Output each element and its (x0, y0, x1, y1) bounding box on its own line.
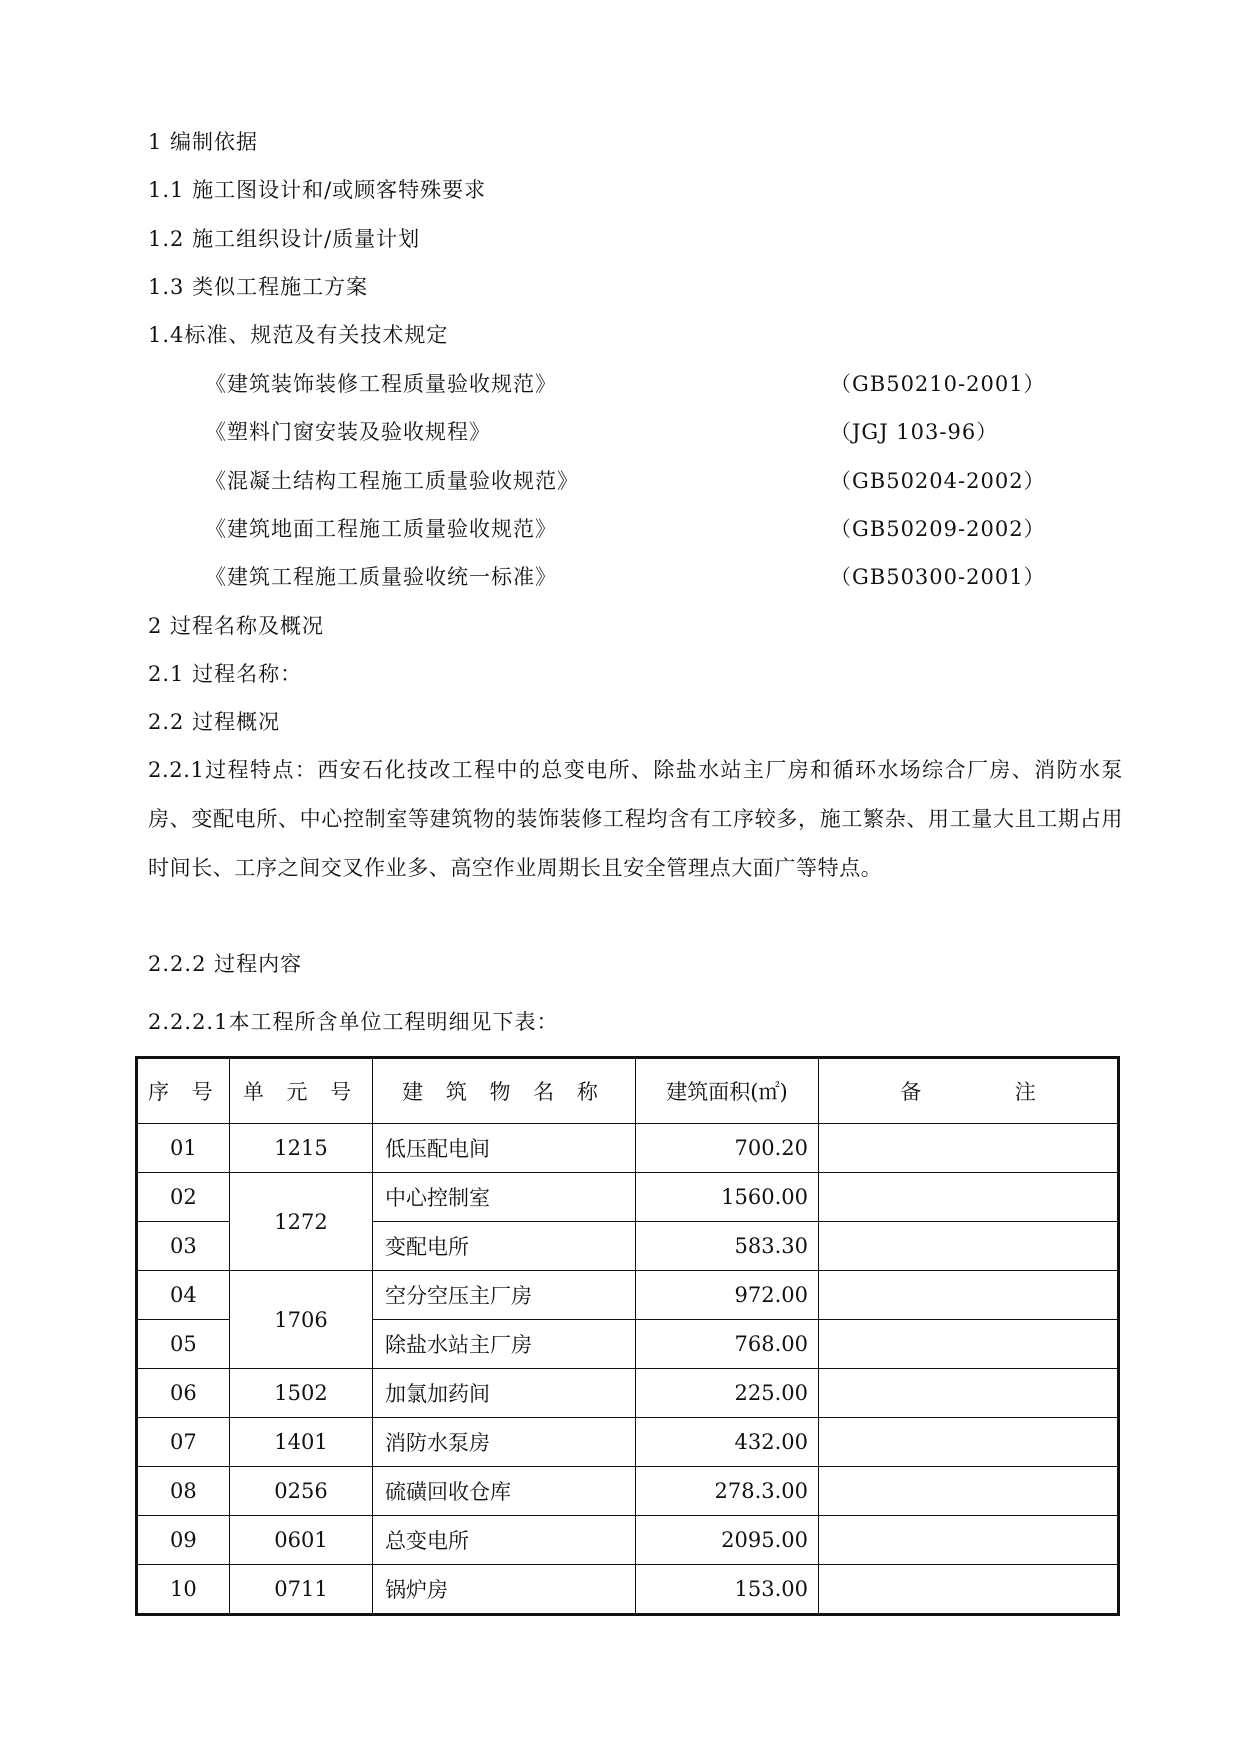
cell-note (819, 1418, 1119, 1467)
cell-name: 加氯加药间 (373, 1369, 636, 1418)
cell-unit: 1272 (230, 1173, 373, 1271)
paragraph-2-2-1: 2.2.1过程特点：西安石化技改工程中的总变电所、除盐水站主厂房和循环水场综合厂房、消防水泵房、变配电所、中心控制室等建筑物的装饰装修工程均含有工序较多，施工繁杂、用工量大且工期占用时间长、工序之间交叉作业多、高空作业周期长且安全管理点大面广等特点。 (148, 758, 1123, 880)
header-seq: 序 号 (137, 1058, 230, 1124)
cell-area: 700.20 (636, 1124, 819, 1173)
cell-note (819, 1467, 1119, 1516)
table-row (137, 1565, 1119, 1615)
header-area: 建筑面积(㎡) (636, 1058, 819, 1124)
cell-area: 225.00 (636, 1369, 819, 1418)
cell-unit: 0256 (230, 1467, 373, 1516)
heading-2-2-2-1: 2.2.2.1本工程所含单位工程明细见下表： (148, 1010, 559, 1034)
header-name: 建 筑 物 名 称 (373, 1058, 636, 1124)
heading-2-2-2: 2.2.2 过程内容 (148, 952, 303, 976)
cell-area: 972.00 (636, 1271, 819, 1320)
standard-title: 《塑料门窗安装及验收规程》 (205, 420, 491, 444)
standard-title: 《建筑工程施工质量验收统一标准》 (205, 565, 557, 589)
cell-note (819, 1271, 1119, 1320)
table-row (137, 1173, 1119, 1222)
cell-seq: 08 (137, 1467, 230, 1516)
table-row (137, 1467, 1119, 1516)
header-note-b: 注 (1014, 1080, 1036, 1104)
heading-1-3: 1.3 类似工程施工方案 (148, 275, 369, 299)
table-row (137, 1124, 1119, 1173)
cell-seq: 10 (137, 1565, 230, 1615)
cell-note (819, 1516, 1119, 1565)
heading-2: 2 过程名称及概况 (148, 614, 325, 638)
cell-area: 768.00 (636, 1320, 819, 1369)
cell-seq: 02 (137, 1173, 230, 1222)
cell-name: 除盐水站主厂房 (373, 1320, 636, 1369)
cell-name: 总变电所 (373, 1516, 636, 1565)
cell-unit: 1215 (230, 1124, 373, 1173)
cell-name: 锅炉房 (373, 1565, 636, 1615)
standard-title: 《混凝土结构工程施工质量验收规范》 (205, 469, 579, 493)
standard-code: （GB50300-2001） (830, 565, 1046, 589)
cell-unit: 1502 (230, 1369, 373, 1418)
cell-unit: 0711 (230, 1565, 373, 1615)
table-header-row (137, 1058, 1119, 1124)
cell-seq: 04 (137, 1271, 230, 1320)
standard-code: （GB50204-2002） (830, 469, 1046, 493)
cell-unit: 1706 (230, 1271, 373, 1369)
standard-code: （GB50209-2002） (830, 517, 1046, 541)
cell-note (819, 1565, 1119, 1615)
cell-seq: 06 (137, 1369, 230, 1418)
cell-seq: 07 (137, 1418, 230, 1467)
cell-name: 消防水泵房 (373, 1418, 636, 1467)
unit-project-table (135, 1056, 1120, 1616)
cell-seq: 09 (137, 1516, 230, 1565)
cell-name: 空分空压主厂房 (373, 1271, 636, 1320)
standard-title: 《建筑装饰装修工程质量验收规范》 (205, 372, 557, 396)
heading-1-4: 1.4标准、规范及有关技术规定 (148, 323, 449, 347)
cell-unit: 0601 (230, 1516, 373, 1565)
heading-1: 1 编制依据 (148, 130, 259, 154)
table-row (137, 1369, 1119, 1418)
cell-note (819, 1124, 1119, 1173)
table-row (137, 1271, 1119, 1320)
cell-note (819, 1320, 1119, 1369)
standard-title: 《建筑地面工程施工质量验收规范》 (205, 517, 557, 541)
cell-name: 硫磺回收仓库 (373, 1467, 636, 1516)
heading-2-2: 2.2 过程概况 (148, 710, 281, 734)
table-row (137, 1516, 1119, 1565)
cell-area: 432.00 (636, 1418, 819, 1467)
cell-note (819, 1369, 1119, 1418)
cell-note (819, 1173, 1119, 1222)
cell-area: 1560.00 (636, 1173, 819, 1222)
cell-area: 278.3.00 (636, 1467, 819, 1516)
cell-seq: 01 (137, 1124, 230, 1173)
heading-1-2: 1.2 施工组织设计/质量计划 (148, 227, 421, 251)
cell-name: 变配电所 (373, 1222, 636, 1271)
cell-note (819, 1222, 1119, 1271)
cell-seq: 03 (137, 1222, 230, 1271)
cell-name: 中心控制室 (373, 1173, 636, 1222)
cell-unit: 1401 (230, 1418, 373, 1467)
cell-name: 低压配电间 (373, 1124, 636, 1173)
cell-area: 583.30 (636, 1222, 819, 1271)
heading-2-1: 2.1 过程名称： (148, 662, 303, 686)
standard-code: （GB50210-2001） (830, 372, 1046, 396)
table-row (137, 1418, 1119, 1467)
cell-seq: 05 (137, 1320, 230, 1369)
header-note (819, 1058, 1119, 1124)
cell-area: 2095.00 (636, 1516, 819, 1565)
header-note-a: 备 (900, 1080, 922, 1104)
heading-1-1: 1.1 施工图设计和/或顾客特殊要求 (148, 178, 487, 202)
header-unit: 单 元 号 (230, 1058, 373, 1124)
standard-code: （JGJ 103-96） (830, 420, 999, 444)
cell-area: 153.00 (636, 1565, 819, 1615)
